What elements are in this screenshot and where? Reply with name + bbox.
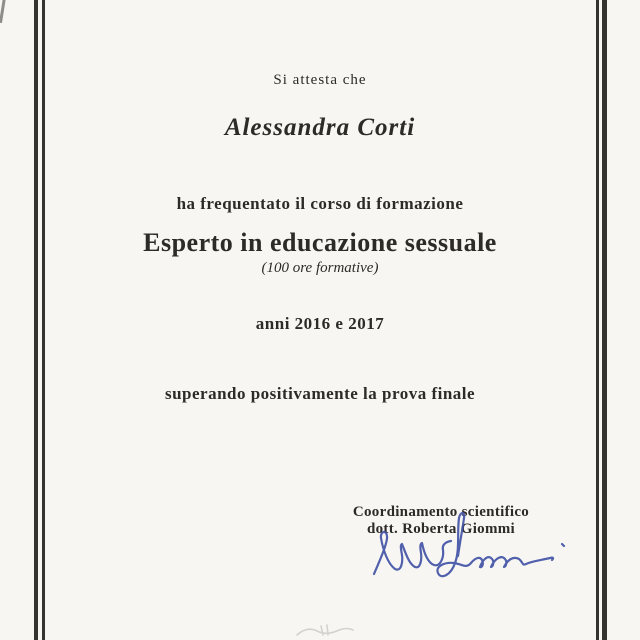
bottom-smudge-artifact [293, 622, 357, 640]
course-years: anni 2016 e 2017 [255, 314, 385, 333]
signoff-name: dott. Roberta Giommi [366, 521, 516, 537]
frame-rule-right-inner [596, 0, 599, 640]
scan-edge-artifact [0, 0, 6, 23]
course-title: Esperto in educazione sessuale [143, 228, 497, 257]
course-attendance-line: ha frequentato il corso di formazione [176, 194, 464, 213]
attestation-intro: Si attesta che [273, 72, 367, 88]
recipient-name: Alessandra Corti [224, 114, 416, 141]
course-hours-note: (100 ore formative) [261, 260, 379, 276]
frame-rule-right-outer [602, 0, 607, 640]
signoff-role: Coordinamento scientifico [352, 504, 530, 520]
frame-rule-left-inner [42, 0, 45, 640]
signoff-block [330, 504, 552, 538]
final-exam-result-line: superando positivamente la prova finale [164, 384, 476, 403]
frame-rule-left-outer [34, 0, 38, 640]
